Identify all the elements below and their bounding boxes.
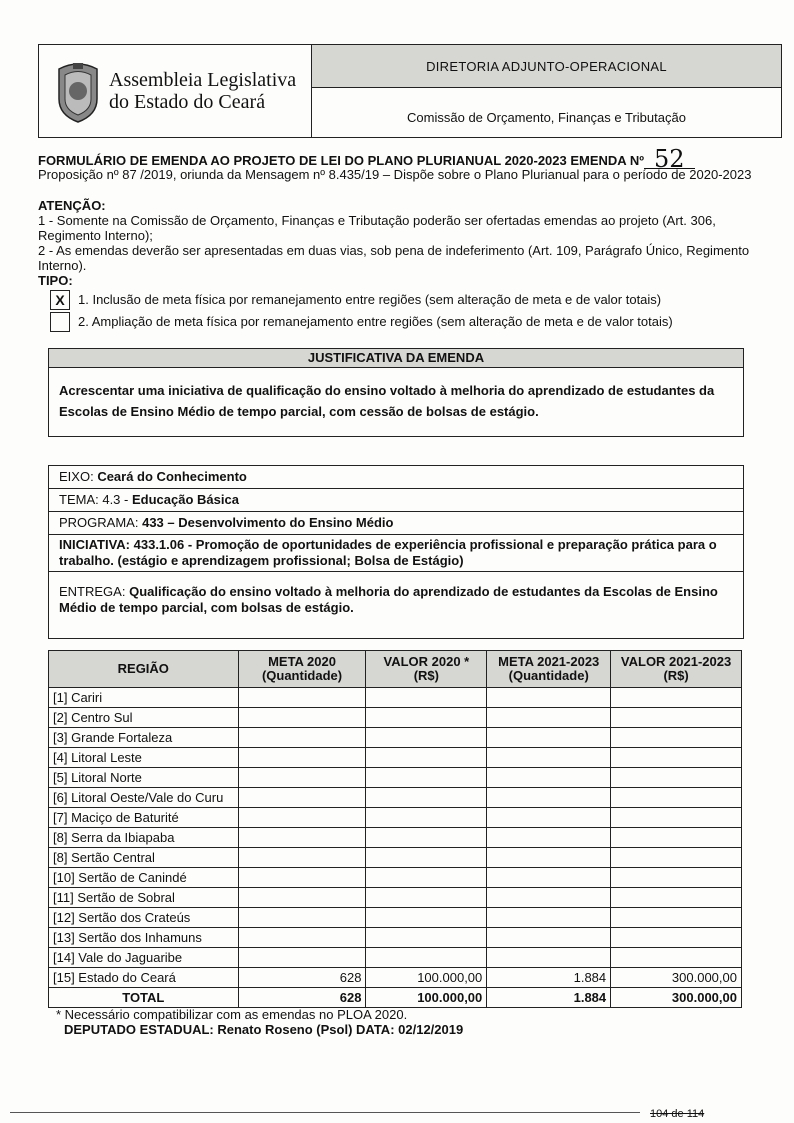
form-title [38,145,780,173]
table-row [49,728,742,748]
cell-valor-2020 [366,868,487,888]
header-meta-2021-2023: META 2021-2023 (Quantidade) [487,651,611,688]
table-body [49,688,742,988]
cell-valor-2021-2023 [611,808,742,828]
cell-valor-2020 [366,828,487,848]
cell-meta-2021-2023 [487,808,611,828]
header-valor-2021-2023: VALOR 2021-2023 (R$) [611,651,742,688]
cell-valor-2021-2023: 300.000,00 [611,968,742,988]
cell-meta-2021-2023 [487,828,611,848]
atencao-item-2: 2 - As emendas deverão ser apresentadas em duas vias, sob pena de indeferimento (Art. 109, Parágrafo Único, Regimento Interno). [38,243,750,273]
total-meta-2020: 628 [238,988,366,1008]
cell-meta-2021-2023 [487,868,611,888]
table-row [49,768,742,788]
cell-regiao: [3] Grande Fortaleza [49,728,239,748]
cell-regiao: [8] Sertão Central [49,848,239,868]
footnote: * Necessário compatibilizar com as emendas no PLOA 2020. [56,1007,408,1022]
cell-valor-2021-2023 [611,888,742,908]
iniciativa-row: INICIATIVA: 433.1.06 - Promoção de oportunidades de experiência profissional e preparação prática para o trabalho. (estágio e aprendizagem profissional; Bolsa de Estágio) [49,535,743,572]
cell-valor-2020 [366,848,487,868]
institution-line2: do Estado do Ceará [109,91,266,113]
cell-regiao: [7] Maciço de Baturité [49,808,239,828]
cell-valor-2021-2023 [611,908,742,928]
eixo-value: Ceará do Conhecimento [97,469,247,484]
cell-meta-2020 [238,788,366,808]
cell-meta-2021-2023 [487,788,611,808]
header-regiao: REGIÃO [49,651,239,688]
cell-valor-2020 [366,728,487,748]
atencao-label: ATENÇÃO: [38,198,106,213]
table-row [49,868,742,888]
cell-regiao: [12] Sertão dos Crateús [49,908,239,928]
form-title-text: FORMULÁRIO DE EMENDA AO PROJETO DE LEI DO PLANO PLURIANUAL 2020-2023 EMENDA Nº [38,153,644,168]
cell-valor-2021-2023 [611,708,742,728]
cell-valor-2021-2023 [611,868,742,888]
cell-meta-2020 [238,828,366,848]
cell-meta-2021-2023 [487,928,611,948]
tipo-2-label: 2. Ampliação de meta física por remanejamento entre regiões (sem alteração de meta e de valor totais) [78,314,673,329]
cell-meta-2021-2023 [487,848,611,868]
cell-meta-2020 [238,728,366,748]
cell-valor-2020 [366,908,487,928]
table-row [49,708,742,728]
programa-label: PROGRAMA: [59,515,139,530]
table-row [49,948,742,968]
cell-meta-2020 [238,928,366,948]
cell-meta-2020 [238,868,366,888]
header-valor-2020: VALOR 2020 * (R$) [366,651,487,688]
tipo-1-checkbox[interactable]: X [50,290,70,310]
cell-regiao: [8] Serra da Ibiapaba [49,828,239,848]
cell-valor-2021-2023 [611,848,742,868]
cell-meta-2021-2023 [487,908,611,928]
institution-name [109,69,296,113]
justificativa-title: JUSTIFICATIVA DA EMENDA [49,349,743,368]
commission-title: Comissão de Orçamento, Finanças e Tributação [407,110,686,125]
eixo-label: EIXO: [59,469,94,484]
table-row [49,748,742,768]
cell-meta-2020 [238,808,366,828]
cell-valor-2021-2023 [611,768,742,788]
eixo-row [49,466,743,489]
cell-regiao: [13] Sertão dos Inhamuns [49,928,239,948]
cell-valor-2020 [366,768,487,788]
cell-valor-2020 [366,928,487,948]
cell-regiao: [5] Litoral Norte [49,768,239,788]
cell-regiao: [2] Centro Sul [49,708,239,728]
cell-valor-2021-2023 [611,948,742,968]
cell-meta-2021-2023 [487,948,611,968]
tema-row [49,489,743,512]
regions-table [48,650,742,1008]
justificativa-box [48,348,744,437]
cell-meta-2020 [238,948,366,968]
total-meta-2021-2023: 1.884 [487,988,611,1008]
cell-meta-2020 [238,848,366,868]
cell-valor-2020 [366,788,487,808]
cell-regiao: [10] Sertão de Canindé [49,868,239,888]
proposicao-text: Proposição nº 87 /2019, oriunda da Mensagem nº 8.435/19 – Dispõe sobre o Plano Plurianual para o período de 2020-2023 [38,167,752,182]
tipo-2-checkbox[interactable] [50,312,70,332]
cell-meta-2021-2023 [487,748,611,768]
program-box [48,465,744,639]
cell-meta-2021-2023 [487,888,611,908]
cell-valor-2021-2023 [611,828,742,848]
table-row [49,828,742,848]
atencao-item-1: 1 - Somente na Comissão de Orçamento, Finanças e Tributação poderão ser ofertadas emendas ao projeto (Art. 306, Regimento Interno); [38,213,716,243]
tipo-1-label: 1. Inclusão de meta física por remanejamento entre regiões (sem alteração de meta e de valor totais) [78,292,662,307]
cell-meta-2020 [238,908,366,928]
deputy-signature-line: DEPUTADO ESTADUAL: Renato Roseno (Psol) DATA: 02/12/2019 [64,1022,464,1037]
table-row [49,788,742,808]
cell-meta-2020 [238,888,366,908]
total-valor-2020: 100.000,00 [366,988,487,1008]
institution-block [39,45,312,137]
cell-valor-2020 [366,948,487,968]
table-header-row [49,651,742,688]
tema-label: TEMA: 4.3 - [59,492,129,507]
cell-valor-2020 [366,748,487,768]
tema-value: Educação Básica [131,492,239,507]
total-valor-2021-2023: 300.000,00 [611,988,742,1008]
cell-regiao: [4] Litoral Leste [49,748,239,768]
institution-line1: Assembleia Legislativa [109,69,297,91]
directorate-title: DIRETORIA ADJUNTO-OPERACIONAL [312,45,781,88]
table-row [49,808,742,828]
cell-valor-2021-2023 [611,688,742,708]
cell-meta-2021-2023 [487,708,611,728]
header-meta-2020: META 2020 (Quantidade) [238,651,366,688]
cell-valor-2021-2023 [611,928,742,948]
cell-valor-2021-2023 [611,728,742,748]
cell-valor-2021-2023 [611,788,742,808]
cell-valor-2020 [366,708,487,728]
table-row [49,908,742,928]
entrega-label: ENTREGA: [59,584,126,599]
cell-meta-2021-2023 [487,768,611,788]
cell-valor-2020: 100.000,00 [366,968,487,988]
cell-regiao: [11] Sertão de Sobral [49,888,239,908]
cell-meta-2021-2023: 1.884 [487,968,611,988]
entrega-value: Qualificação do ensino voltado à melhoria do aprendizado de estudantes da Escolas de Ensino Médio de tempo parcial, com bolsas de estágio. [59,584,718,615]
emenda-number: 52 [644,150,695,169]
cell-meta-2021-2023 [487,728,611,748]
cell-meta-2020 [238,768,366,788]
total-label: TOTAL [49,988,239,1008]
page-number: 104 de 114 [650,1108,705,1120]
tipo-label: TIPO: [38,273,73,288]
table-row [49,888,742,908]
cell-meta-2021-2023 [487,688,611,708]
cell-valor-2020 [366,888,487,908]
justificativa-text: Acrescentar uma iniciativa de qualificação do ensino voltado à melhoria do aprendizado de estudantes da Escolas de Ensino Médio de tempo parcial, com cessão de bolsas de estágio. [59,383,715,419]
programa-value: 433 – Desenvolvimento do Ensino Médio [142,515,394,530]
page-divider [10,1112,640,1113]
cell-valor-2021-2023 [611,748,742,768]
cell-regiao: [6] Litoral Oeste/Vale do Curu [49,788,239,808]
table-row [49,848,742,868]
state-seal-logo [55,59,101,123]
entrega-row [49,572,743,638]
cell-regiao: [15] Estado do Ceará [49,968,239,988]
cell-meta-2020: 628 [238,968,366,988]
table-total-row [49,988,742,1008]
cell-regiao: [1] Cariri [49,688,239,708]
table-row [49,688,742,708]
table-row [49,928,742,948]
cell-regiao: [14] Vale do Jaguaribe [49,948,239,968]
programa-row [49,512,743,535]
cell-meta-2020 [238,688,366,708]
cell-valor-2020 [366,688,487,708]
department-block [312,45,781,137]
cell-valor-2020 [366,808,487,828]
cell-meta-2020 [238,708,366,728]
table-row [49,968,742,988]
document-header [38,44,782,138]
cell-meta-2020 [238,748,366,768]
